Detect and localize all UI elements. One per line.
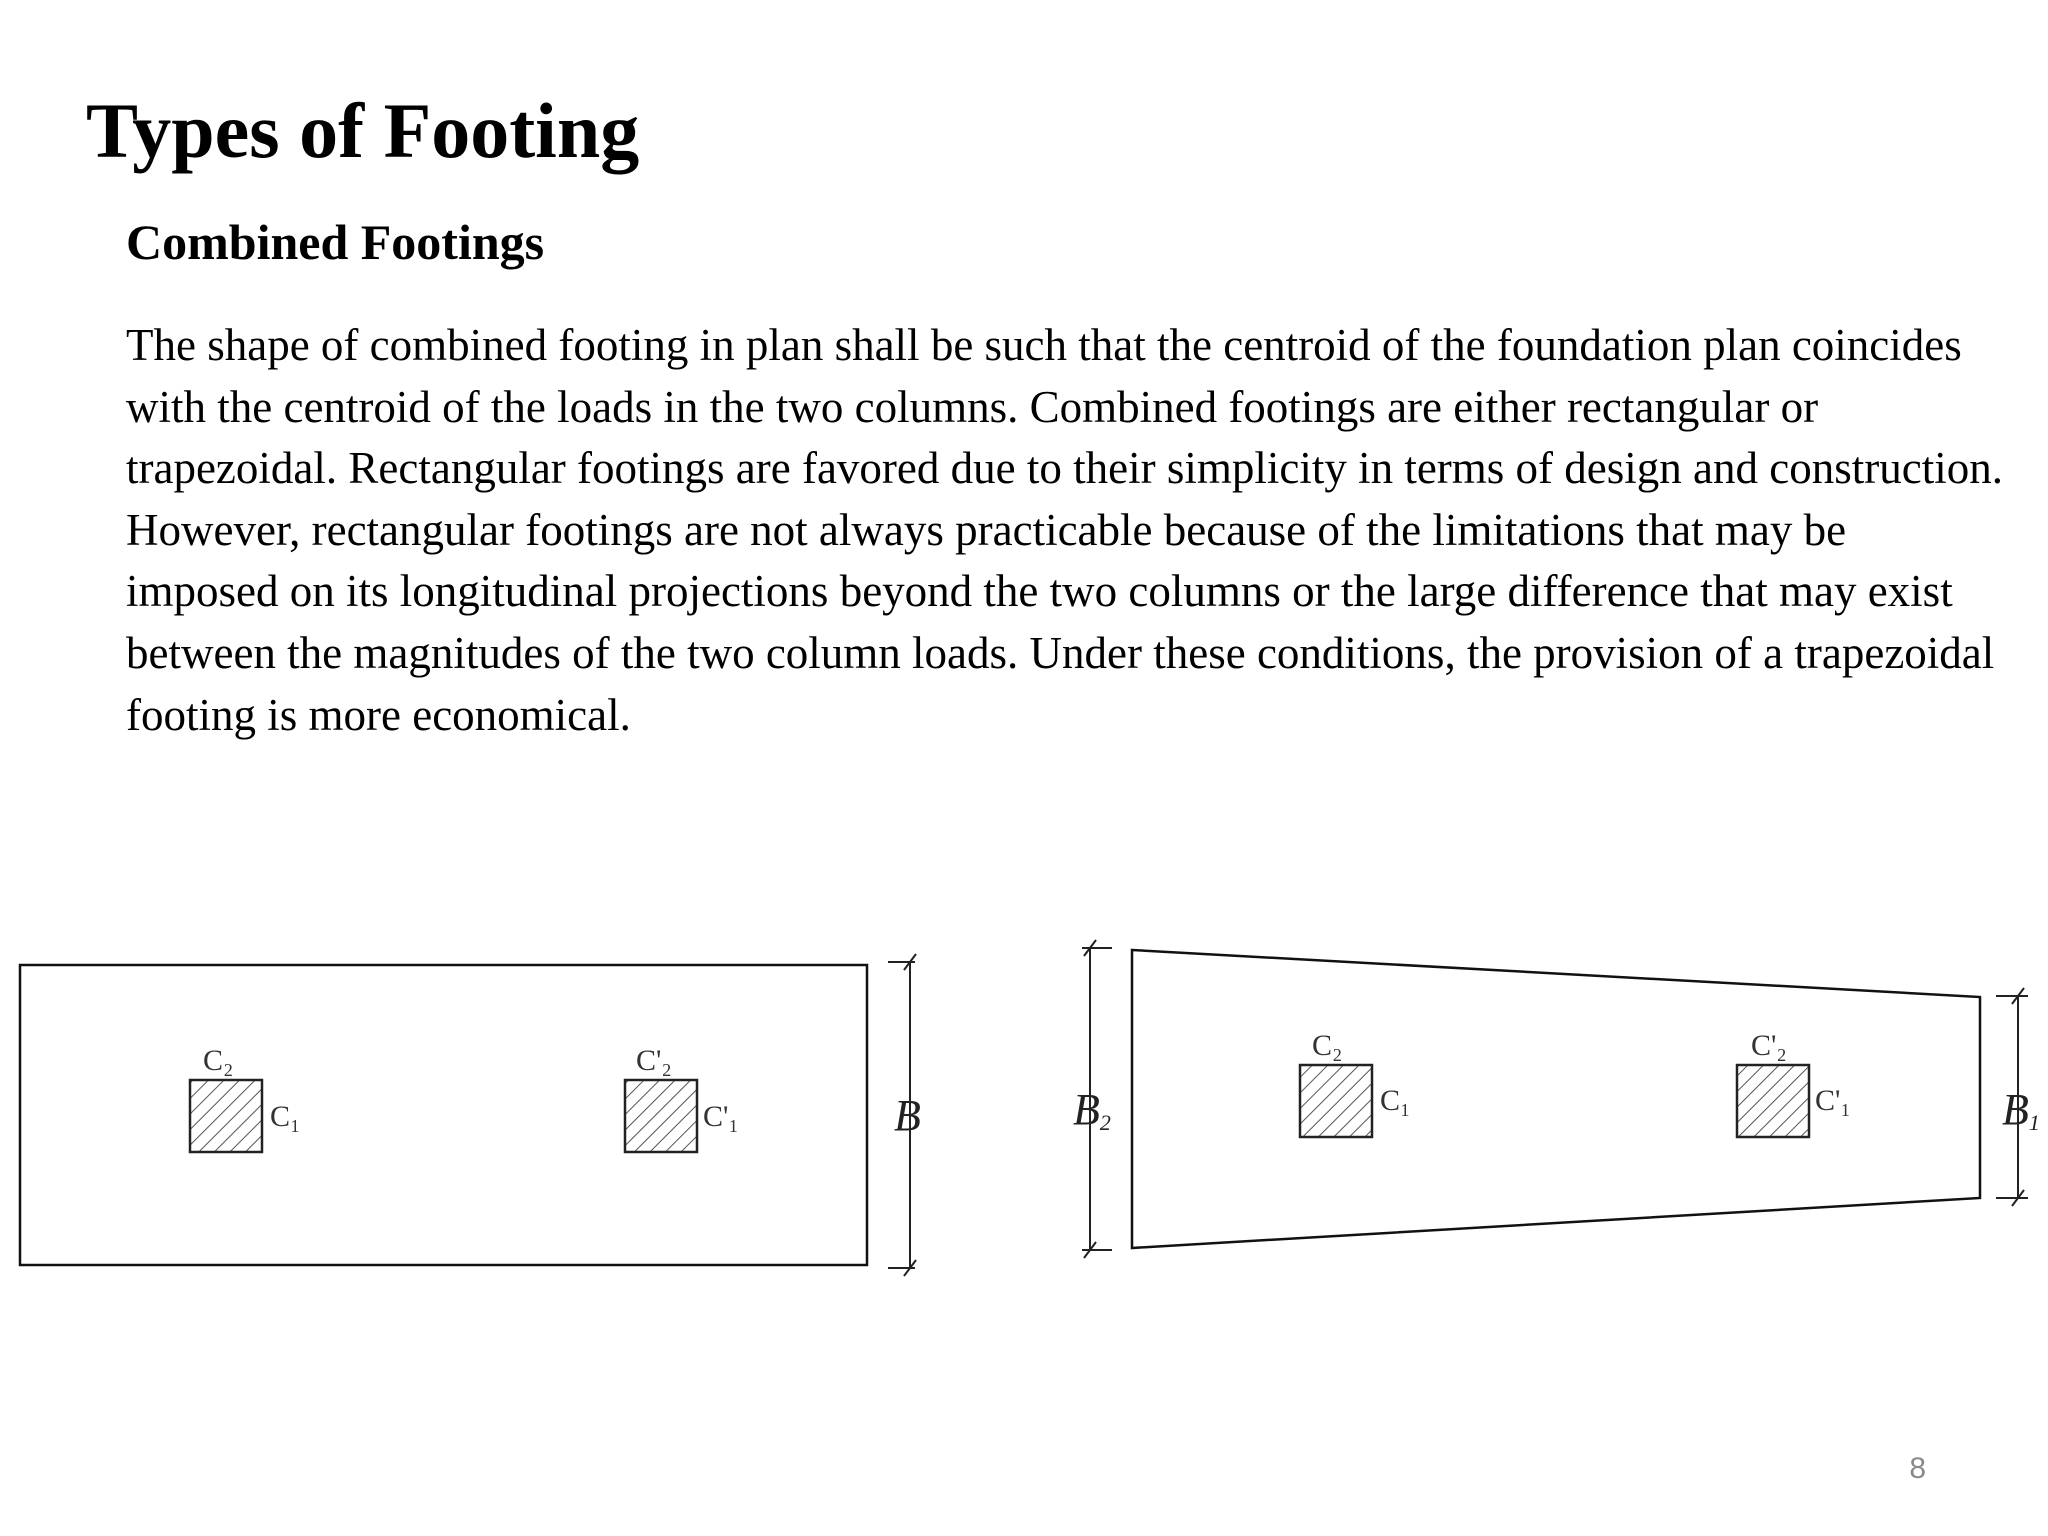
slide-title: Types of Footing <box>86 87 640 174</box>
trap-column-2-side-label: C'₁ <box>1815 1084 1851 1117</box>
rect-width-label: B <box>894 1091 921 1140</box>
rectangular-footing-diagram <box>20 954 921 1276</box>
rectangular-footing-outline <box>20 965 867 1265</box>
trap-column-1-top-label: C₂ <box>1312 1029 1343 1062</box>
footing-diagrams <box>0 930 2048 1300</box>
trap-column-2-top-label: C'₂ <box>1751 1029 1787 1062</box>
trap-column-2 <box>1737 1065 1809 1137</box>
trap-wide-end-label-sub: 2 <box>1099 1110 1111 1135</box>
trap-narrow-end-label <box>2002 1085 2040 1135</box>
trap-column-1 <box>1300 1065 1372 1137</box>
trap-wide-end-label-main: B <box>1073 1085 1100 1134</box>
rect-column-2-side-label: C'₁ <box>703 1100 739 1133</box>
rect-column-2-top-label: C'₂ <box>636 1044 672 1077</box>
trap-narrow-end-label-sub: 1 <box>2028 1110 2040 1135</box>
trap-column-1-side-label: C₁ <box>1380 1084 1411 1117</box>
rect-column-2 <box>625 1080 697 1152</box>
trap-narrow-end-label-main: B <box>2002 1085 2029 1134</box>
rect-column-1-side-label: C₁ <box>270 1100 301 1133</box>
section-heading: Combined Footings <box>126 214 545 270</box>
page-number: 8 <box>1909 1452 1926 1485</box>
rect-column-1 <box>190 1080 262 1152</box>
trapezoidal-footing-outline <box>1132 950 1980 1248</box>
trapezoidal-footing-diagram <box>1073 940 2040 1258</box>
body-paragraph: The shape of combined footing in plan shall be such that the centroid of the foundation plan coincides with the centroid of the loads in the two columns. Combined footings are either rectangular or trapezoidal. Rectangular footings are favored due to their simplicity in terms of design and construction. However, rectangular footings are not always practicable because of the limitations that may be imposed on its longitudinal projections beyond the two columns or the large difference that may exist between the magnitudes of the two column loads. Under these conditions, the provision of a trapezoidal footing is more economical. <box>126 320 2003 740</box>
rect-column-1-top-label: C₂ <box>203 1044 234 1077</box>
trap-wide-end-label <box>1073 1085 1111 1135</box>
